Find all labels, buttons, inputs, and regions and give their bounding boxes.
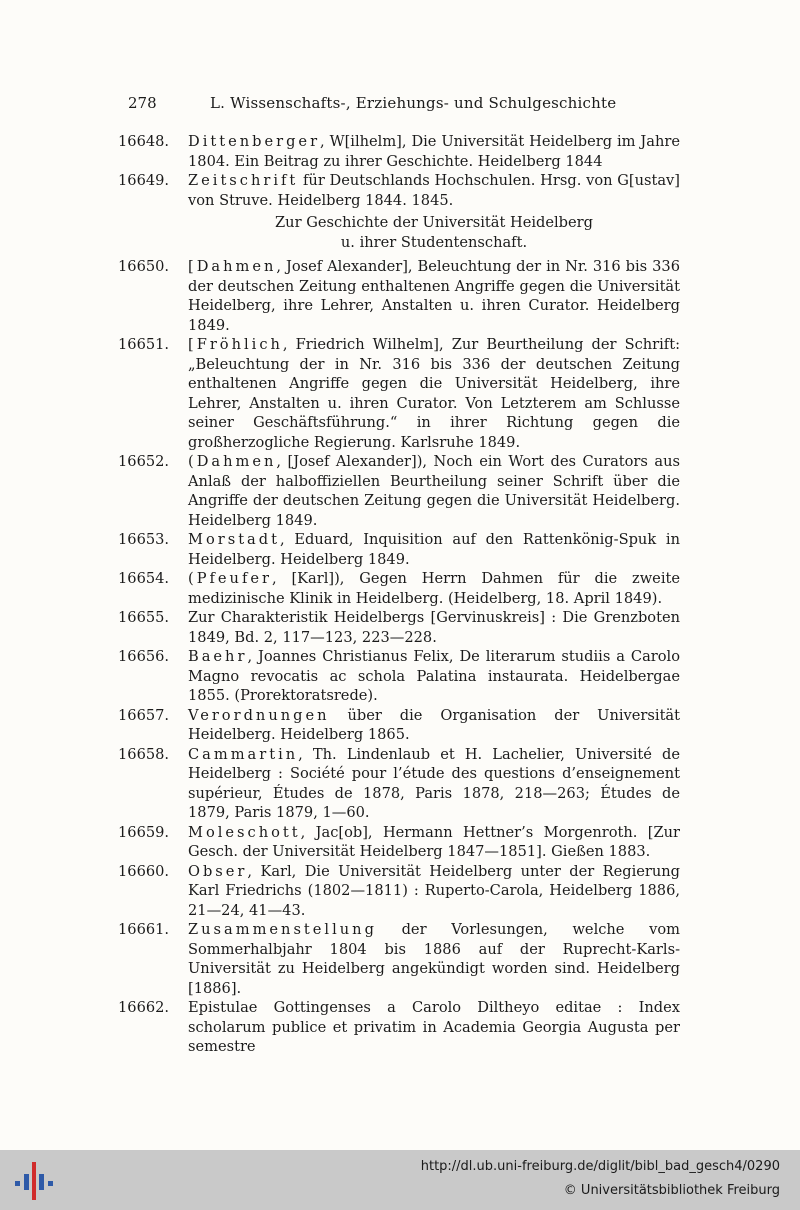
- entry-number: 16653.: [118, 531, 170, 548]
- copyright-notice: © Universitätsbibliothek Freiburg: [563, 1183, 780, 1198]
- entry-text: [188, 132, 680, 171]
- entry-citation: Zur Charakteristik Heidelbergs [Gervinuskreis] : Die Grenzboten 1849, Bd. 2, 117—123, 223—228.: [188, 609, 680, 646]
- entry-number: 16662.: [118, 999, 170, 1016]
- entry-number: 16650.: [118, 258, 170, 275]
- entry-number: 16652.: [118, 453, 170, 470]
- entry-author: Obser: [188, 862, 248, 880]
- source-url-link[interactable]: http://dl.ub.uni-freiburg.de/diglit/bibl_bad_gesch4/0290: [420, 1159, 780, 1174]
- entry-citation: , W[ilhelm], Die Universität Heidelberg im Jahre 1804. Ein Beitrag zu ihrer Geschichte. Heidelberg 1844: [188, 133, 680, 170]
- bibliography-entry: [118, 569, 680, 608]
- section-heading: [118, 213, 680, 253]
- entry-number: 16660.: [118, 862, 170, 880]
- bibliography-entry: [118, 745, 680, 823]
- entry-citation: , Eduard, Inquisition auf den Rattenkönig-Spuk in Heidelberg. Heidelberg 1849.: [188, 531, 680, 568]
- entry-author: [Dahmen: [188, 258, 277, 275]
- entry-text: [188, 745, 680, 823]
- entry-author: Cammartin: [188, 745, 299, 763]
- section-heading-line-2: u. ihrer Studentenschaft.: [340, 234, 528, 251]
- entry-text: [188, 647, 680, 706]
- bibliography-entry: [118, 452, 680, 530]
- entry-author: Zusammenstellung: [188, 921, 377, 938]
- entry-number: 16648.: [118, 133, 170, 150]
- footer-bar: [0, 1150, 800, 1210]
- entry-text: [188, 706, 680, 745]
- entry-citation: , Th. Lindenlaub et H. Lachelier, Université de Heidelberg : Société pour l’étude des questions d’enseignement supérieur, Études de 1878, Paris 1878, 218—263; Études de 1879, Paris 1879, 1—60.: [188, 745, 680, 821]
- entry-citation: Epistulae Gottingenses a Carolo Diltheyo editae : Index scholarum publice et privatim in Academia Georgia Augusta per semestre: [188, 999, 680, 1055]
- bibliography-list: [118, 132, 680, 1057]
- section-heading-line-1: Zur Geschichte der Universität Heidelberg: [275, 214, 593, 231]
- entry-number: 16661.: [118, 921, 170, 938]
- library-logo-icon: [12, 1160, 56, 1202]
- bibliography-entry: [118, 335, 680, 452]
- running-title: L. Wissenschafts-, Erziehungs- und Schulgeschichte: [210, 94, 617, 112]
- bibliography-entry: [118, 998, 680, 1057]
- entry-text: [188, 862, 680, 921]
- entry-author: Morstadt: [188, 531, 280, 548]
- bibliography-entry: [118, 530, 680, 569]
- entry-number: 16651.: [118, 336, 170, 353]
- entry-text: [188, 608, 680, 647]
- entry-text: [188, 530, 680, 569]
- bibliography-entry: [118, 647, 680, 706]
- entry-number: 16658.: [118, 745, 170, 763]
- bibliography-entry: [118, 132, 680, 171]
- entry-number: 16649.: [118, 172, 170, 189]
- bibliography-entry: [118, 823, 680, 862]
- entry-text: [188, 998, 680, 1057]
- entry-author: (Pfeufer: [188, 570, 272, 587]
- entry-number: 16654.: [118, 570, 170, 587]
- running-head: [128, 94, 683, 116]
- entry-citation: , Jac[ob], Hermann Hettner’s Morgenroth. [Zur Gesch. der Universität Heidelberg 1847—1851]. Gießen 1883.: [188, 823, 680, 860]
- entry-author: Verordnungen: [188, 706, 330, 724]
- page-number: 278: [128, 94, 157, 112]
- bibliography-entry: [118, 257, 680, 335]
- entry-author: Zeitschrift: [188, 172, 299, 189]
- entry-text: [188, 920, 680, 998]
- bibliography-entry: [118, 608, 680, 647]
- entry-citation: , Josef Alexander], Beleuchtung der in Nr. 316 bis 336 der deutschen Zeitung enthaltenen Angriffe gegen die Universität Heidelberg, ihre Lehrer, Anstalten u. ihren Curator. Heidelberg 1849.: [188, 258, 680, 334]
- entry-citation: der Vorlesungen, welche vom Sommerhalbjahr 1804 bis 1886 auf der Ruprecht-Karls-Universität zu Heidelberg angekündigt worden sind. Heidelberg [1886].: [188, 921, 680, 997]
- entry-text: [188, 257, 680, 335]
- entry-citation: , Joannes Christianus Felix, De literarum studiis a Carolo Magno revocatis ac schola Palatina instaurata. Heidelbergae 1855. (Prorektoratsrede).: [188, 648, 680, 704]
- entry-text: [188, 452, 680, 530]
- entry-citation: für Deutschlands Hochschulen. Hrsg. von G[ustav] von Struve. Heidelberg 1844. 1845.: [188, 172, 680, 209]
- entry-citation: , [Josef Alexander]), Noch ein Wort des Curators aus Anlaß der halboffiziellen Beurtheilung seiner Schrift über die Angriffe der deutschen Zeitung gegen die Universität Heidelberg. Heidelberg 1849.: [188, 453, 680, 529]
- entry-author: Dittenberger: [188, 133, 321, 150]
- entry-number: 16655.: [118, 609, 170, 626]
- entry-number: 16657.: [118, 706, 170, 724]
- bibliography-entry: [118, 171, 680, 210]
- bibliography-entry: [118, 920, 680, 998]
- entry-author: [Fröhlich: [188, 336, 283, 353]
- entry-text: [188, 823, 680, 862]
- entry-text: [188, 171, 680, 210]
- entry-number: 16659.: [118, 823, 170, 841]
- entry-number: 16656.: [118, 648, 170, 665]
- entry-citation: , [Karl]), Gegen Herrn Dahmen für die zweite medizinische Klinik in Heidelberg. (Heidelberg, 18. April 1849).: [188, 570, 680, 607]
- entry-author: Moleschott: [188, 823, 301, 841]
- entry-text: [188, 335, 680, 452]
- entry-author: Baehr: [188, 648, 248, 665]
- entry-text: [188, 569, 680, 608]
- bibliography-entry: [118, 862, 680, 921]
- entry-citation: , Friedrich Wilhelm], Zur Beurtheilung der Schrift: „Beleuchtung der in Nr. 316 bis 336 der deutschen Zeitung enthaltenen Angriffe gegen die Universität Heidelberg, ihre Lehrer, Anstalten u. ihren Curator. Von Letzterem am Schlusse seiner Geschäftsführung.“ in ihrer Richtung gegen die großherzogliche Regierung. Karlsruhe 1849.: [188, 336, 680, 451]
- entry-author: (Dahmen: [188, 453, 277, 470]
- entry-citation: , Karl, Die Universität Heidelberg unter der Regierung Karl Friedrichs (1802—1811) : Ruperto-Carola, Heidelberg 1886, 21—24, 41—43.: [188, 862, 680, 919]
- bibliography-entry: [118, 706, 680, 745]
- entry-citation: über die Organisation der Universität Heidelberg. Heidelberg 1865.: [188, 706, 680, 743]
